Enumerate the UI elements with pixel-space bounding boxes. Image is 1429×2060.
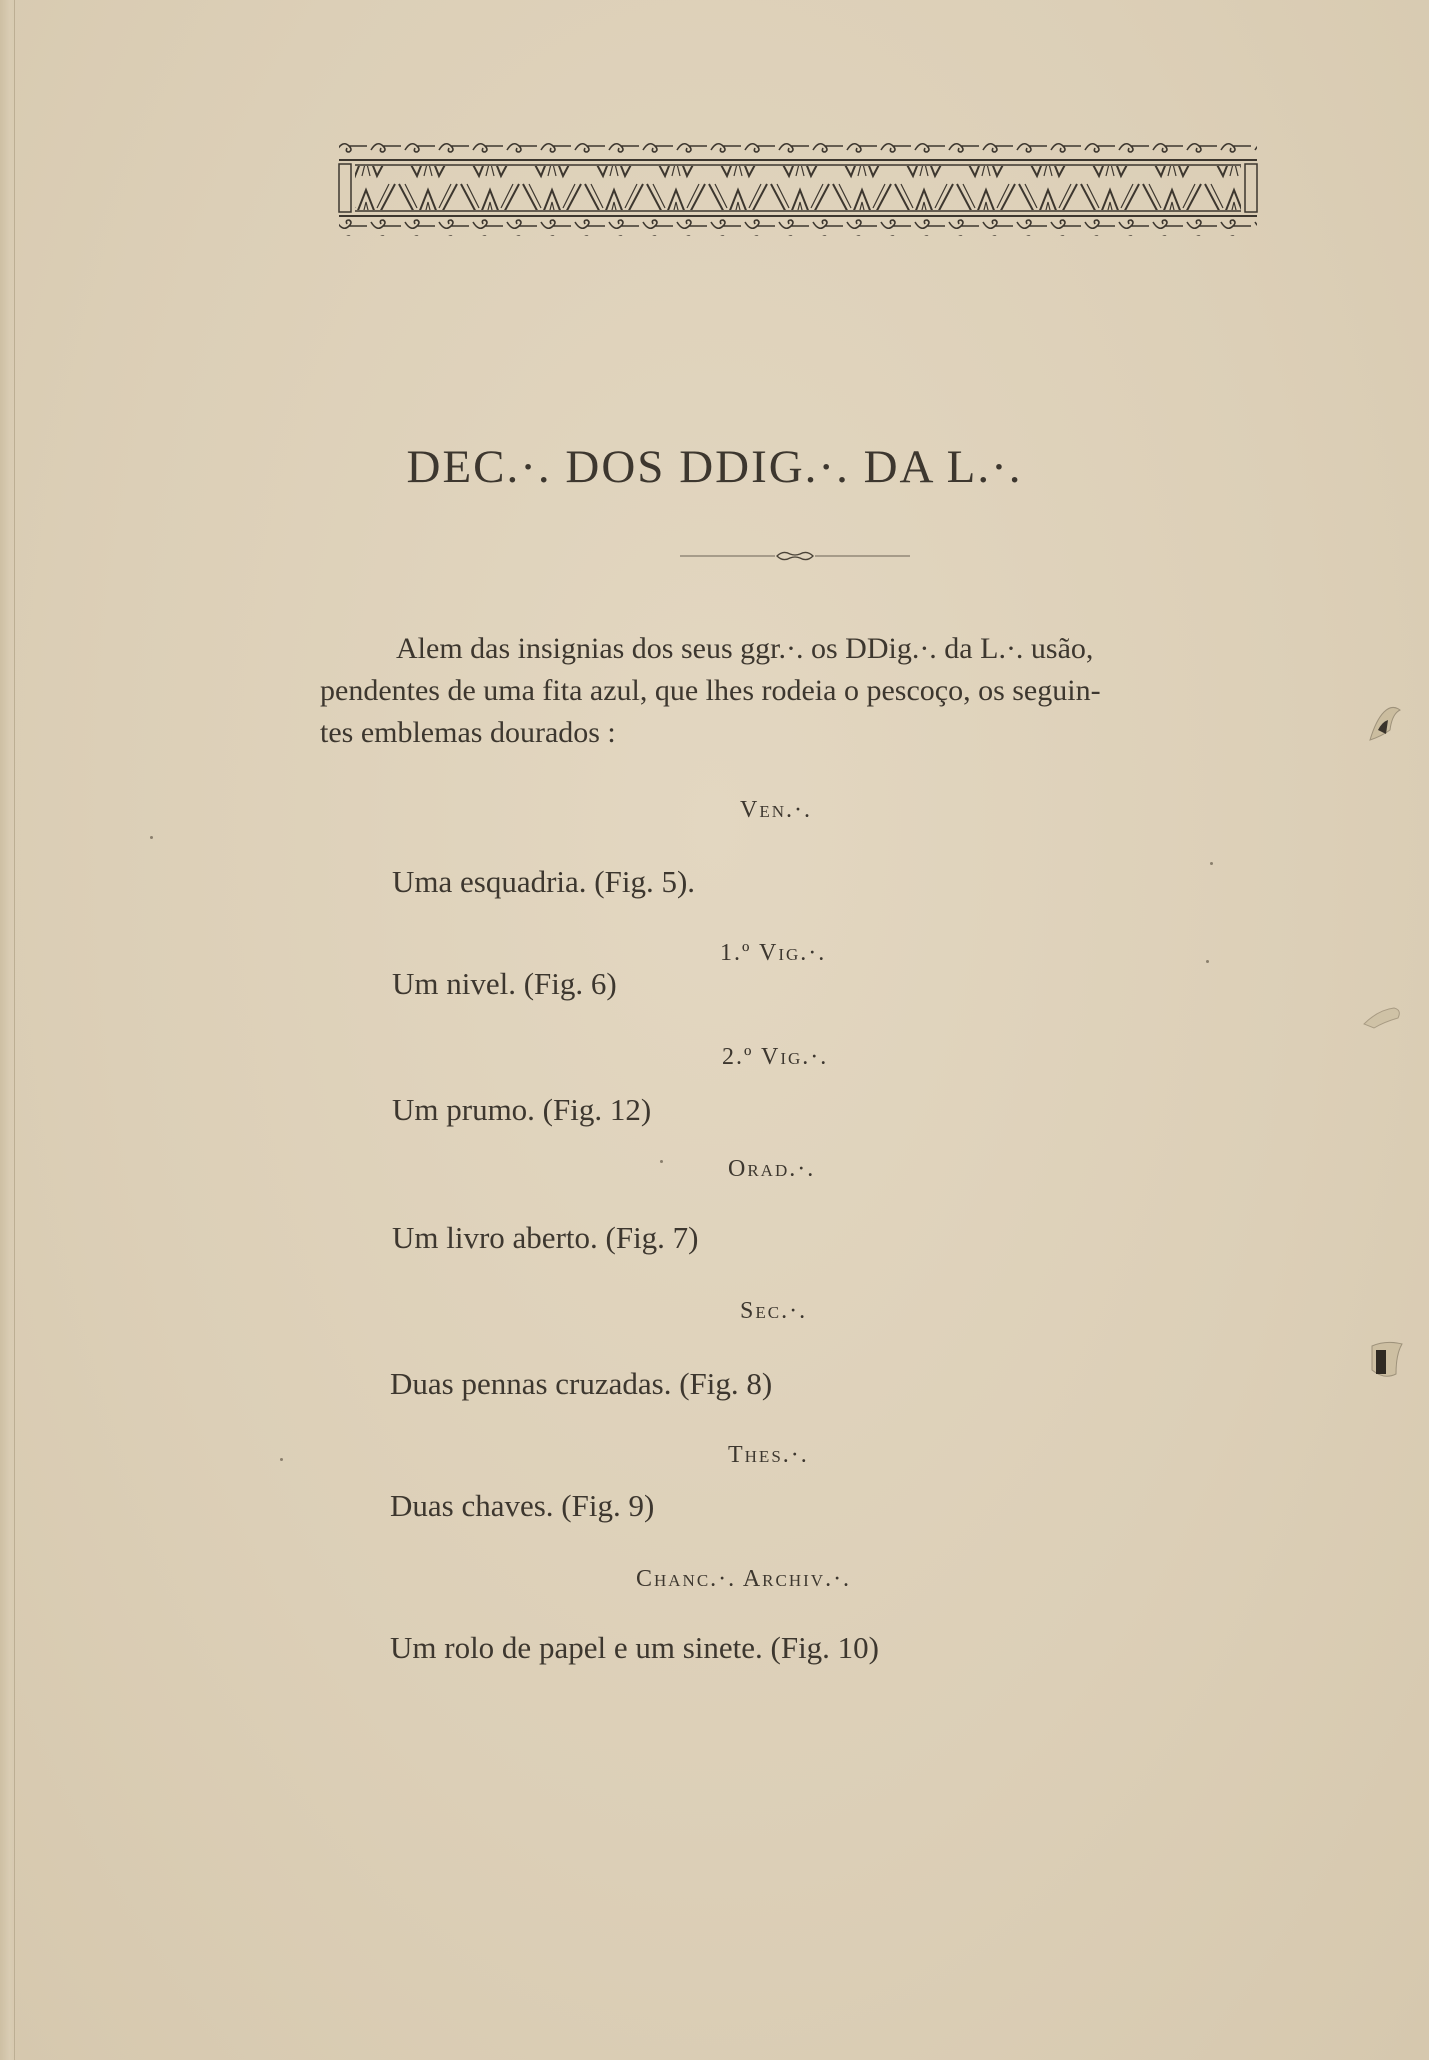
emblem-orad: Um livro aberto. (Fig. 7) xyxy=(392,1220,699,1255)
intro-paragraph xyxy=(320,628,1270,754)
paper-tab-top xyxy=(1362,700,1408,742)
paper-speck xyxy=(280,1458,283,1461)
paper-speck xyxy=(660,1160,663,1163)
paper-tab-bottom xyxy=(1362,1340,1408,1382)
role-heading-2-vig: 2.º Vig.·. xyxy=(722,1044,829,1070)
role-heading-sec: Sec.·. xyxy=(740,1298,808,1324)
paper-speck xyxy=(150,836,153,839)
intro-line-2: pendentes de uma fita azul, que lhes rodeia o pescoço, os seguin- xyxy=(320,674,1101,707)
intro-line-3: tes emblemas dourados : xyxy=(320,716,616,749)
role-heading-ven: Ven.·. xyxy=(740,797,812,823)
role-heading-thes: Thes.·. xyxy=(728,1442,809,1468)
paper-speck xyxy=(1206,960,1209,963)
emblem-sec: Duas pennas cruzadas. (Fig. 8) xyxy=(390,1366,773,1401)
emblem-chanc-archiv: Um rolo de papel e um sinete. (Fig. 10) xyxy=(390,1630,880,1665)
role-heading-chanc-archiv: Chanc.·. Archiv.·. xyxy=(636,1566,852,1592)
ornamental-header-band xyxy=(335,138,1261,238)
emblem-1-vig: Um nivel. (Fig. 6) xyxy=(392,966,617,1001)
gutter-line xyxy=(14,0,15,2060)
emblem-2-vig: Um prumo. (Fig. 12) xyxy=(392,1092,652,1127)
role-heading-orad: Orad.·. xyxy=(728,1156,816,1182)
page-title: DEC.·. DOS DDIG.·. DA L.·. xyxy=(406,441,1023,493)
title-divider xyxy=(680,546,910,566)
paper-tab-middle xyxy=(1362,996,1408,1038)
role-heading-1-vig: 1.º Vig.·. xyxy=(720,940,827,966)
paper-speck xyxy=(1210,862,1213,865)
intro-line-1: Alem das insignias dos seus ggr.·. os DDig.·. da L.·. usão, xyxy=(396,632,1094,665)
emblem-ven: Uma esquadria. (Fig. 5). xyxy=(392,864,696,899)
emblem-thes: Duas chaves. (Fig. 9) xyxy=(390,1488,655,1523)
